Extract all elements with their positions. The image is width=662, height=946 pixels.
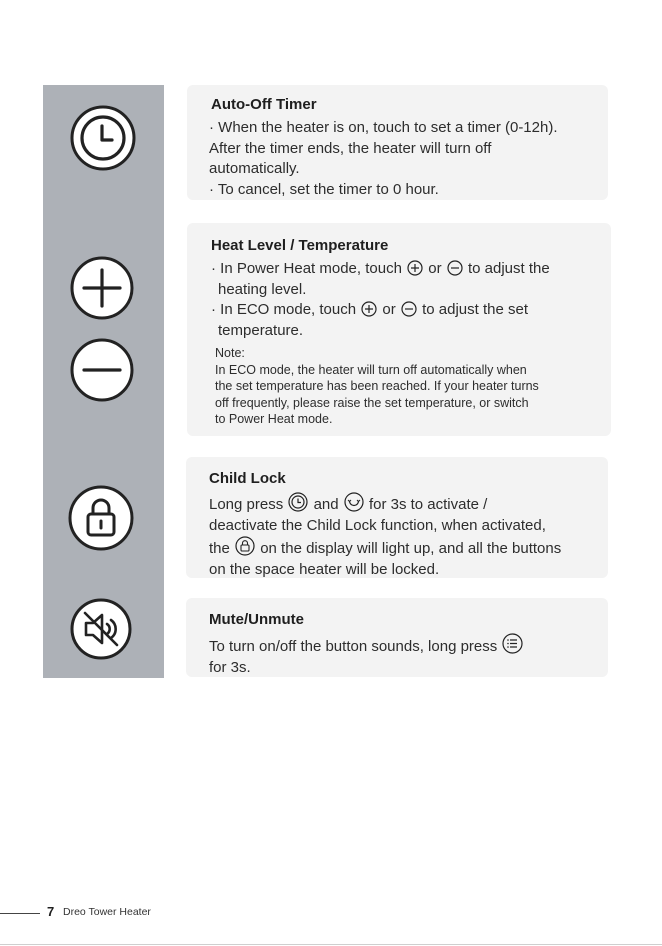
note-line: In ECO mode, the heater will turn off automatically when [215, 362, 527, 377]
heat-text: to adjust the set [422, 301, 529, 318]
mute-line [209, 633, 608, 658]
note-line: to Power Heat mode. [215, 412, 333, 426]
footer-title: Dreo Tower Heater [63, 906, 151, 918]
mute-card [186, 598, 608, 677]
lock-line [209, 492, 608, 516]
lock-line [209, 536, 608, 560]
bottom-rule [0, 944, 662, 945]
timer-line: After the timer ends, the heater will turn off [209, 139, 492, 157]
lock-line: on the space heater will be locked. [209, 560, 440, 578]
heat-text: · In Power Heat mode, touch [211, 260, 402, 277]
heat-line: heating level. [218, 280, 307, 298]
footer-rule [0, 913, 40, 914]
heat-line [211, 259, 611, 280]
mute-icon [69, 597, 133, 661]
heat-text: or [428, 260, 442, 277]
timer-title: Auto-Off Timer [211, 96, 317, 113]
plus-icon [69, 255, 135, 321]
lock-text: and [313, 496, 339, 513]
plus-icon [361, 301, 377, 317]
heat-line [211, 300, 611, 321]
timer-icon [288, 492, 308, 512]
timer-card [187, 85, 608, 200]
minus-icon [69, 337, 135, 403]
lock-icon [67, 484, 135, 552]
lock-title: Child Lock [209, 470, 286, 487]
heat-card [187, 223, 611, 436]
mute-title: Mute/Unmute [209, 611, 304, 628]
minus-icon [401, 301, 417, 317]
lock-text: for 3s to activate / [368, 496, 488, 513]
lock-text: Long press [209, 496, 284, 513]
note-line: the set temperature has been reached. If your heater turns [215, 379, 539, 393]
lock-text: on the display will light up, and all the buttons [260, 540, 562, 557]
lock-line: deactivate the Child Lock function, when activated, [209, 516, 546, 534]
heat-text: or [382, 301, 396, 318]
heat-title: Heat Level / Temperature [211, 237, 389, 254]
menu-icon [502, 633, 523, 654]
plus-icon [407, 260, 423, 276]
timer-line: automatically. [209, 160, 300, 177]
note-block [211, 345, 611, 428]
note-line: off frequently, please raise the set temperature, or switch [215, 395, 529, 410]
timer-line: · To cancel, set the timer to 0 hour. [209, 180, 439, 198]
minus-icon [447, 260, 463, 276]
mute-text: To turn on/off the button sounds, long press [209, 638, 498, 655]
lock-icon [235, 536, 255, 556]
oscillation-icon [344, 492, 364, 512]
page-number: 7 [47, 904, 55, 919]
heat-line: temperature. [218, 321, 304, 339]
note-label: Note: [215, 346, 245, 360]
lock-card [186, 457, 608, 578]
heat-text: to adjust the [467, 260, 550, 277]
timer-icon [69, 104, 137, 172]
mute-line: for 3s. [209, 658, 251, 676]
lock-text: the [209, 540, 230, 557]
timer-line: · When the heater is on, touch to set a timer (0-12h). [209, 119, 558, 136]
heat-text: · In ECO mode, touch [211, 301, 357, 318]
